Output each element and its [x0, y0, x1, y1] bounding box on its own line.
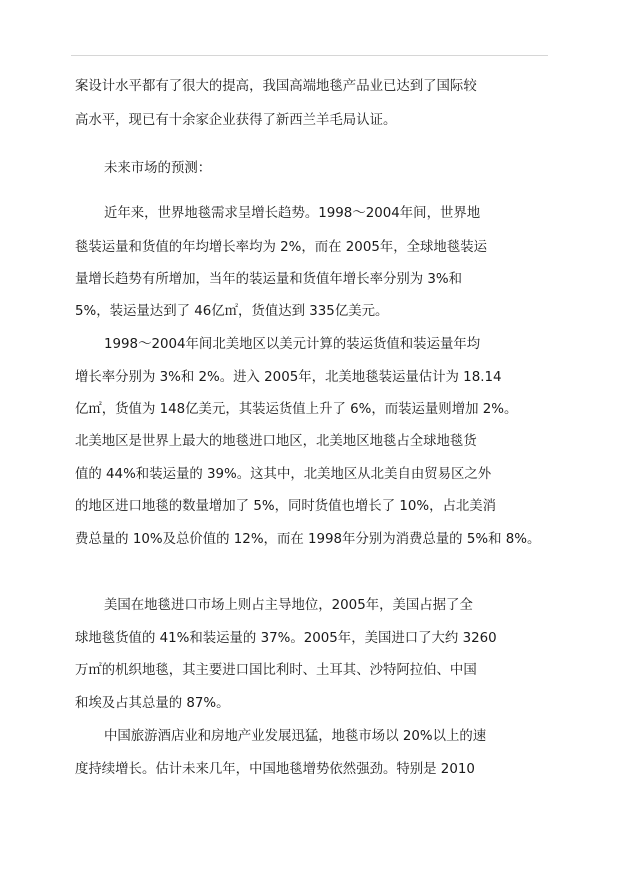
text-line: 北美地区是世界上最大的地毯进口地区，北美地区地毯占全球地毯货: [75, 434, 477, 449]
text-line: 高水平，现已有十余家企业获得了新西兰羊毛局认证。: [75, 113, 397, 128]
text-line: 万㎡的机织地毯，其主要进口国比利时、土耳其、沙特阿拉伯、中国: [75, 663, 477, 678]
text-line: 值的 44%和装运量的 39%。这其中，北美地区从北美自由贸易区之外: [75, 467, 492, 482]
text-line: 案设计水平都有了很大的提高，我国高端地毯产品业已达到了国际较: [75, 79, 477, 94]
text-line: 量增长趋势有所增加，当年的装运量和货值年增长率分别为 3%和: [75, 272, 463, 287]
text-line: 毯装运量和货值的年均增长率均为 2%，而在 2005年，全球地毯装运: [75, 240, 487, 255]
text-line: 近年来，世界地毯需求呈增长趋势。1998～2004年间，世界地: [104, 206, 481, 221]
text-line: 中国旅游酒店业和房地产业发展迅猛，地毯市场以 20%以上的速: [104, 729, 487, 744]
text-line: 的地区进口地毯的数量增加了 5%，同时货值也增长了 10%，占北美消: [75, 499, 497, 514]
section-heading: 未来市场的预测：: [104, 161, 212, 176]
text-line: 亿㎡，货值为 148亿美元，其装运货值上升了 6%，而装运量则增加 2%。: [75, 402, 518, 417]
text-line: 度持续增长。估计未来几年，中国地毯增势依然强劲。特别是 2010: [75, 762, 475, 777]
header-rule: [71, 55, 548, 56]
text-line: 美国在地毯进口市场上则占主导地位，2005年，美国占据了全: [104, 598, 473, 613]
text-line: 费总量的 10%及总价值的 12%，而在 1998年分别为消费总量的 5%和 8%。: [75, 532, 541, 547]
text-line: 球地毯货值的 41%和装运量的 37%。2005年，美国进口了大约 3260: [75, 631, 497, 646]
text-line: 和埃及占其总量的 87%。: [75, 696, 230, 711]
text-line: 增长率分别为 3%和 2%。进入 2005年，北美地毯装运量估计为 18.14: [75, 370, 502, 385]
text-line: 1998～2004年间北美地区以美元计算的装运货值和装运量年均: [104, 337, 481, 352]
text-line: 5%，装运量达到了 46亿㎡，货值达到 335亿美元。: [75, 304, 389, 319]
